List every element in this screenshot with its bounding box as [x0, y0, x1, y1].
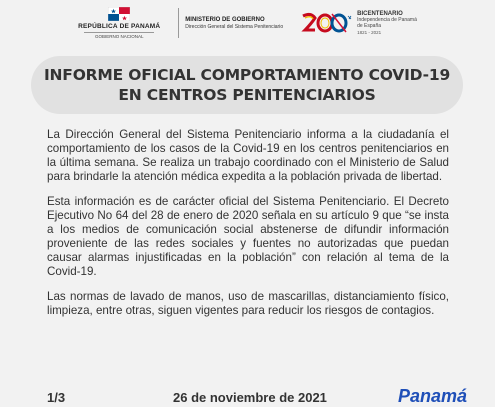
- paragraph-2: Esta información es de carácter oficial del Sistema Penitenciario. El Decreto Ejecutivo No 64 del 28 de enero de 2020 señala en su artículo 9 que “se insta a los medios de comunicación social abstenerse de difundir información proveniente de las redes sociales y fuentes no autorizadas que puedan causar alarmas injustificadas en la población” con relación al tema de la Covid-19.: [47, 195, 449, 278]
- government-subtitle: GOBIERNO NACIONAL: [94, 33, 144, 39]
- bicentenario-logo: [301, 10, 417, 36]
- publication-date: 26 de noviembre de 2021: [173, 390, 327, 405]
- ministry-name: MINISTERIO DE GOBIERNO: [185, 16, 265, 23]
- divider: [84, 32, 154, 33]
- title-line-1: INFORME OFICIAL COMPORTAMIENTO COVID-19: [43, 66, 451, 84]
- paragraph-1: La Dirección General del Sistema Penitenciario informa a la ciudadanía el comportamiento de los casos de la Covid-19 en los centros penitenciarios en la última semana. Se realiza un trabajo coordinado con el Ministerio de Salud para brindarle la atención médica expedita a la población privada de libertad.: [47, 128, 449, 183]
- bicentenario-emblem-icon: [301, 10, 353, 36]
- bicentenario-years: 1821 - 2021: [357, 30, 382, 35]
- government-name: REPÚBLICA DE PANAMÁ: [78, 23, 161, 31]
- bicentenario-line2: de España: [357, 23, 382, 29]
- header: [0, 0, 495, 46]
- body-text: [47, 128, 449, 329]
- title-line-2: EN CENTROS PENITENCIARIOS: [118, 86, 376, 104]
- title-banner: [31, 56, 463, 114]
- government-logo: [78, 7, 160, 39]
- ministry-logo: [185, 17, 283, 30]
- panama-brand-logo: Panamá: [398, 386, 468, 406]
- page-number: 1/3: [47, 390, 66, 405]
- bicentenario-line1: Independencia de Panamá: [357, 17, 417, 23]
- ministry-subtitle: Dirección General del Sistema Penitenciario: [185, 23, 284, 30]
- panama-flag-icon: [108, 7, 130, 21]
- bicentenario-title: BICENTENARIO: [357, 11, 403, 17]
- header-separator: [178, 8, 179, 38]
- paragraph-3: Las normas de lavado de manos, uso de mascarillas, distanciamiento físico, limpieza, entre otras, siguen vigentes para reducir los riesgos de contagios.: [47, 290, 449, 317]
